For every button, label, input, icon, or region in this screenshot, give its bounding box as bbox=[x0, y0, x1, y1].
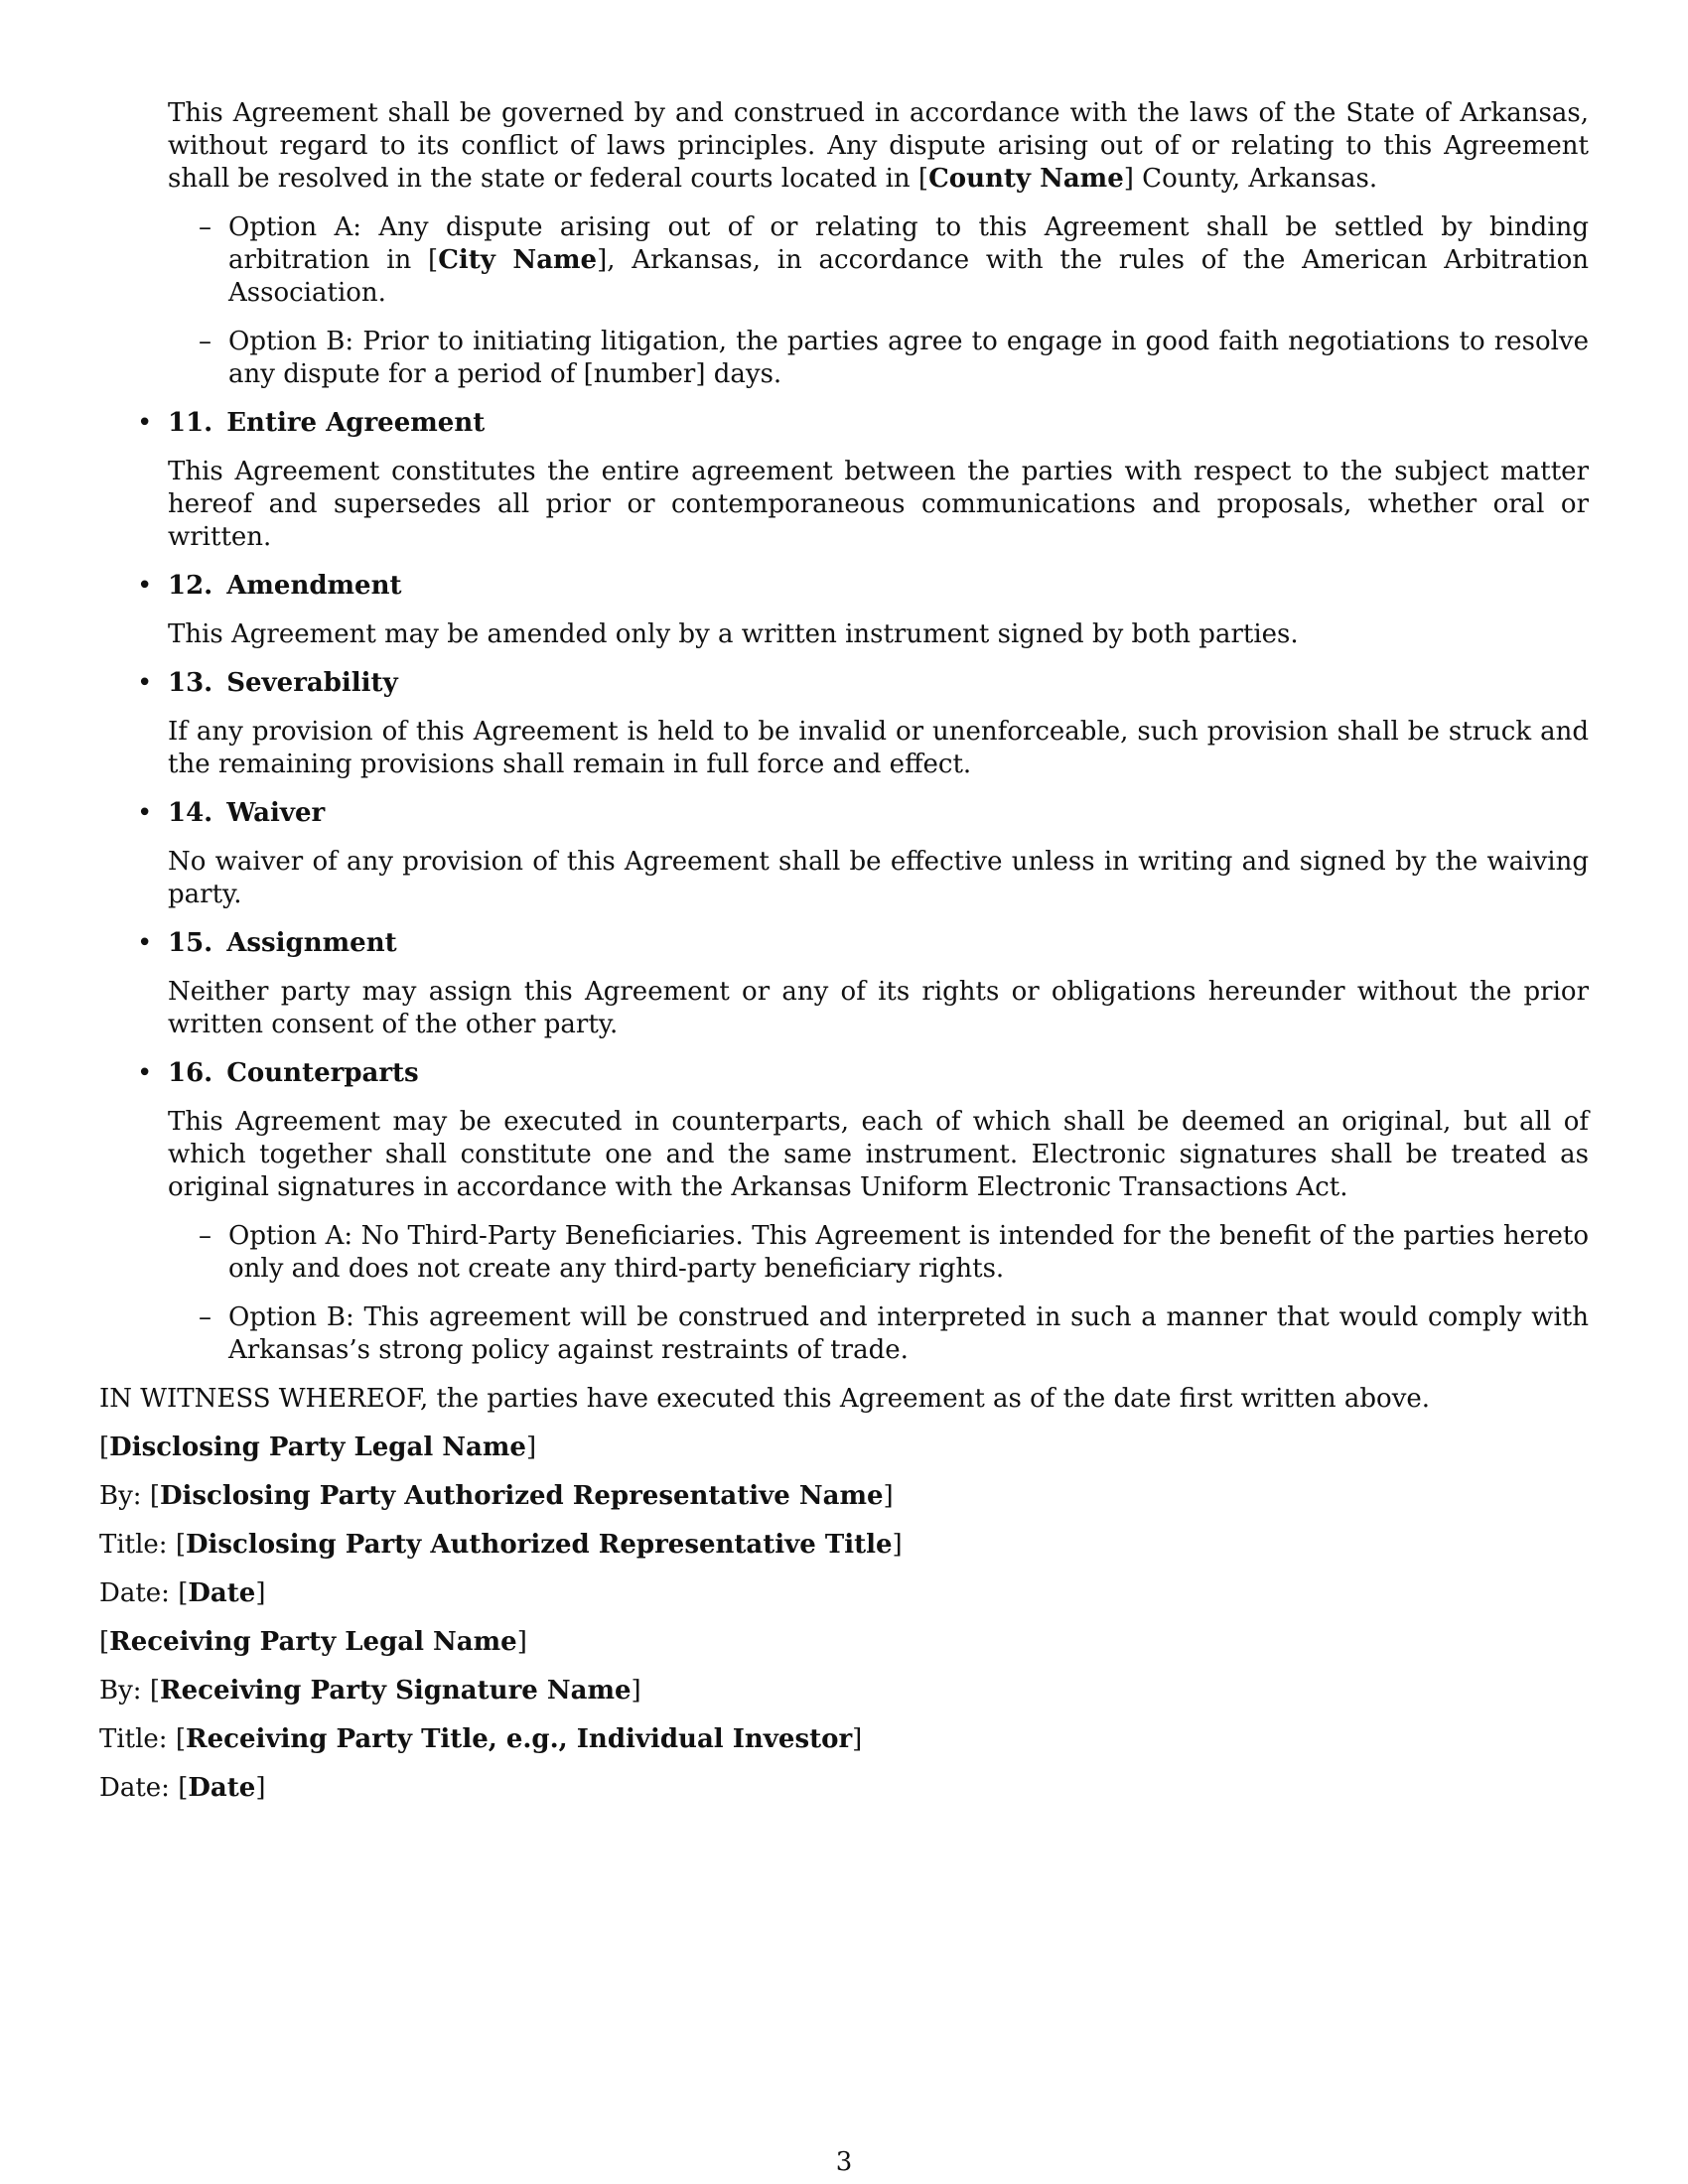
dash-marker: – bbox=[199, 1221, 211, 1251]
option-b-text: Option B: Prior to initiating litigation, the parties agree to engage in good faith negotiations to resolve any dispute for a period of [number] days. bbox=[228, 327, 1589, 389]
date-label: Date: bbox=[99, 1773, 170, 1803]
section-body: This Agreement may be amended only by a written instrument signed by both parties. bbox=[168, 619, 1299, 649]
receiving-party-date: Date: [Date] bbox=[99, 1773, 266, 1803]
by-value: Disclosing Party Authorized Representative Name bbox=[159, 1481, 884, 1511]
disclosing-party-date: Date: [Date] bbox=[99, 1578, 266, 1608]
county-name-placeholder: County Name bbox=[928, 164, 1124, 194]
by-value: Receiving Party Signature Name bbox=[159, 1676, 632, 1706]
section-body: No waiver of any provision of this Agreement shall be effective unless in writing and signed by the waiving party. bbox=[168, 847, 1589, 909]
section-title: Severability bbox=[226, 668, 398, 698]
section-number: 14. bbox=[168, 798, 213, 828]
page-number: 3 bbox=[835, 2147, 853, 2177]
date-value: Date bbox=[188, 1578, 256, 1608]
option-a-text: Option A: Any dispute arising out of or relating to this Agreement shall be settled by binding arbitration in bbox=[228, 212, 1589, 275]
option-a-text-end: , Arkansas, in accordance with the rules of the American Arbitration Association. bbox=[228, 245, 1589, 308]
disclosing-party-by: By: [Disclosing Party Authorized Representative Name] bbox=[99, 1481, 894, 1511]
section-body: If any provision of this Agreement is held to be invalid or unenforceable, such provision shall be struck and the remaining provisions shall remain in full force and effect. bbox=[168, 717, 1589, 779]
section-heading bbox=[168, 570, 1589, 603]
section-title: Counterparts bbox=[226, 1058, 419, 1088]
bullet-icon: • bbox=[137, 1058, 153, 1088]
receiving-party-by: By: [Receiving Party Signature Name] bbox=[99, 1676, 641, 1706]
counterparts-option-b bbox=[99, 1301, 1589, 1367]
section-body: This Agreement may be executed in counterparts, each of which shall be deemed an original, but all of which together shall constitute one and the same instrument. Electronic signatures shall be treated as original signatures in accordance with the Arkansas Uniform Electronic Transactions Act. bbox=[168, 1107, 1589, 1202]
receiving-party-name: [Receiving Party Legal Name] bbox=[99, 1627, 527, 1657]
date-value: Date bbox=[188, 1773, 256, 1803]
city-name-placeholder: City Name bbox=[438, 245, 598, 275]
section-severability bbox=[99, 667, 1589, 700]
section-title: Amendment bbox=[226, 571, 402, 601]
witness-statement: IN WITNESS WHEREOF, the parties have executed this Agreement as of the date first written above. bbox=[99, 1384, 1431, 1414]
governing-law-text-end: County, Arkansas. bbox=[1133, 164, 1378, 194]
title-label: Title: bbox=[99, 1530, 168, 1560]
section-number: 13. bbox=[168, 668, 213, 698]
section-number: 15. bbox=[168, 928, 213, 958]
title-value: Receiving Party Title, e.g., Individual Investor bbox=[186, 1724, 853, 1754]
section-heading bbox=[168, 407, 1589, 440]
governing-law-paragraph: This Agreement shall be governed by and construed in accordance with the laws of the State of Arkansas, without regard to its conflict of laws principles. Any dispute arising out of or relating to this Agreement shall be resolved in the state or federal courts located in [County Name] County, Arkansas. bbox=[168, 98, 1589, 194]
section-heading bbox=[168, 797, 1589, 830]
option-a-text: Option A: No Third-Party Beneficiaries. This Agreement is intended for the benefit of the parties hereto only and does not create any third-party beneficiary rights. bbox=[228, 1221, 1589, 1284]
section-counterparts bbox=[99, 1057, 1589, 1090]
section-heading bbox=[168, 667, 1589, 700]
bullet-icon: • bbox=[137, 571, 153, 601]
dash-marker: – bbox=[199, 1302, 211, 1332]
section-number: 12. bbox=[168, 571, 213, 601]
section-title: Assignment bbox=[226, 928, 397, 958]
document-page bbox=[99, 97, 1589, 1821]
disclosing-party-name-value: Disclosing Party Legal Name bbox=[109, 1433, 526, 1462]
disclosing-party-title: Title: [Disclosing Party Authorized Representative Title] bbox=[99, 1530, 903, 1560]
governing-law-text: This Agreement shall be governed by and construed in accordance with the laws of the State of Arkansas, without regard to its conflict of laws principles. Any dispute arising out of or relating to this Agreement shall be resolved in the state or federal courts located in bbox=[168, 98, 1589, 194]
date-label: Date: bbox=[99, 1578, 170, 1608]
section-entire-agreement bbox=[99, 407, 1589, 440]
bullet-icon: • bbox=[137, 928, 153, 958]
by-label: By: bbox=[99, 1481, 142, 1511]
section-amendment bbox=[99, 570, 1589, 603]
title-label: Title: bbox=[99, 1724, 168, 1754]
section-heading bbox=[168, 1057, 1589, 1090]
bullet-icon: • bbox=[137, 408, 153, 438]
dash-marker: – bbox=[199, 327, 211, 356]
section-number: 11. bbox=[168, 408, 213, 438]
section-title: Entire Agreement bbox=[226, 408, 486, 438]
section-title: Waiver bbox=[226, 798, 326, 828]
receiving-party-title: Title: [Receiving Party Title, e.g., Individual Investor] bbox=[99, 1724, 863, 1754]
receiving-party-name-value: Receiving Party Legal Name bbox=[109, 1627, 517, 1657]
dash-marker: – bbox=[199, 212, 211, 242]
governing-law-option-a: – Option A: Any dispute arising out of or relating to this Agreement shall be settled by binding arbitration in [City Name], Arkansas, in accordance with the rules of the American Arbitration Association. bbox=[199, 212, 1589, 308]
section-waiver bbox=[99, 797, 1589, 830]
bullet-icon: • bbox=[137, 798, 153, 828]
section-body: Neither party may assign this Agreement or any of its rights or obligations hereunder without the prior written consent of the other party. bbox=[168, 977, 1589, 1039]
section-number: 16. bbox=[168, 1058, 213, 1088]
title-value: Disclosing Party Authorized Representative Title bbox=[186, 1530, 893, 1560]
disclosing-party-name: [Disclosing Party Legal Name] bbox=[99, 1433, 537, 1462]
option-b-text: Option B: This agreement will be construed and interpreted in such a manner that would comply with Arkansas’s strong policy against restraints of trade. bbox=[228, 1302, 1589, 1365]
section-assignment bbox=[99, 927, 1589, 960]
section-heading bbox=[168, 927, 1589, 960]
by-label: By: bbox=[99, 1676, 142, 1706]
counterparts-option-a bbox=[99, 1220, 1589, 1286]
bullet-icon: • bbox=[137, 668, 153, 698]
governing-law-option-b bbox=[99, 326, 1589, 391]
section-body: This Agreement constitutes the entire agreement between the parties with respect to the subject matter hereof and supersedes all prior or contemporaneous communications and proposals, whether oral or written. bbox=[168, 457, 1589, 552]
